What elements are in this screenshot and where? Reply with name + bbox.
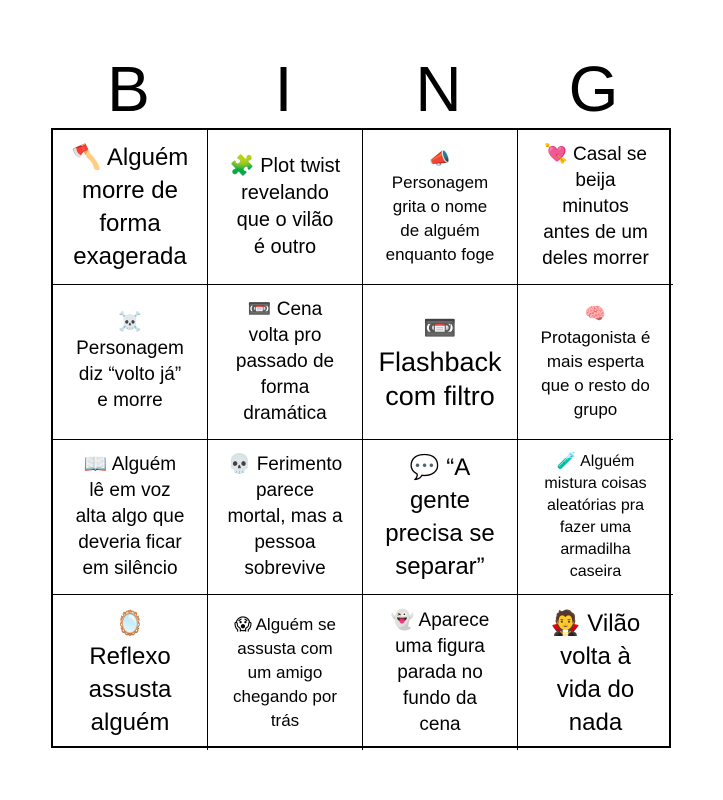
bingo-grid (51, 128, 671, 748)
bingo-cell-text: 📖 Alguém lê em voz alta algo que deveria ficar em silêncio (75, 454, 185, 579)
bingo-cell-text: ☠️ Personagem diz “volto já” e morre (76, 312, 184, 411)
bingo-cell[interactable] (518, 130, 673, 285)
bingo-cell-text: 💘 Casal se beija minutos antes de um deles morrer (542, 144, 649, 269)
bingo-cell-text: 📣 Personagem grita o nome de alguém enquanto foge (385, 149, 495, 264)
bingo-cell[interactable] (53, 285, 208, 440)
bingo-cell[interactable] (208, 440, 363, 595)
bingo-cell-text: 💀 Ferimento parece mortal, mas a pessoa sobrevive (227, 454, 343, 579)
bingo-cell[interactable] (518, 595, 673, 750)
header-letter-b: B (107, 53, 150, 125)
header-letter-i: I (274, 53, 293, 125)
bingo-cell-text: 📼 Flashback com filtro (378, 313, 502, 411)
bingo-cell[interactable] (53, 595, 208, 750)
bingo-cell[interactable] (363, 285, 518, 440)
bingo-cell-text: 📼 Cena volta pro passado de forma dramática (235, 299, 335, 424)
bingo-cell-text: 👻 Aparece uma figura parada no fundo da cena (390, 609, 490, 735)
bingo-cell[interactable] (53, 440, 208, 595)
bingo-cell[interactable] (208, 595, 363, 750)
bingo-cell[interactable] (53, 130, 208, 285)
bingo-cell[interactable] (363, 440, 518, 595)
bingo-cell[interactable] (363, 130, 518, 285)
bingo-cell[interactable] (518, 440, 673, 595)
bingo-cell[interactable] (518, 285, 673, 440)
header-letter-g: G (568, 53, 619, 125)
header-letter-n: N (415, 53, 462, 125)
bingo-cell-text: 🧠 Protagonista é mais esperta que o resto do grupo (540, 304, 651, 419)
bingo-cell-text: 😱 Alguém se assusta com um amigo chegando por trás (233, 614, 337, 730)
bingo-cell[interactable] (208, 130, 363, 285)
bingo-cell-text: 🧪 Alguém mistura coisas aleatórias pra fazer uma armadilha caseira (544, 453, 647, 580)
bingo-cell[interactable] (363, 595, 518, 750)
bingo-cell-text: 🪞 Reflexo assusta alguém (88, 609, 172, 736)
bingo-header (51, 50, 671, 128)
bingo-cell-text: 🧛 Vilão volta à vida do nada (550, 609, 641, 736)
bingo-cell-text: 🪓 Alguém morre de forma exagerada (71, 144, 189, 270)
bingo-cell-text: 🧩 Plot twist revelando que o vilão é outro (229, 155, 341, 258)
bingo-cell-text: 💬 “A gente precisa se separar” (385, 454, 495, 580)
bingo-cell[interactable] (208, 285, 363, 440)
